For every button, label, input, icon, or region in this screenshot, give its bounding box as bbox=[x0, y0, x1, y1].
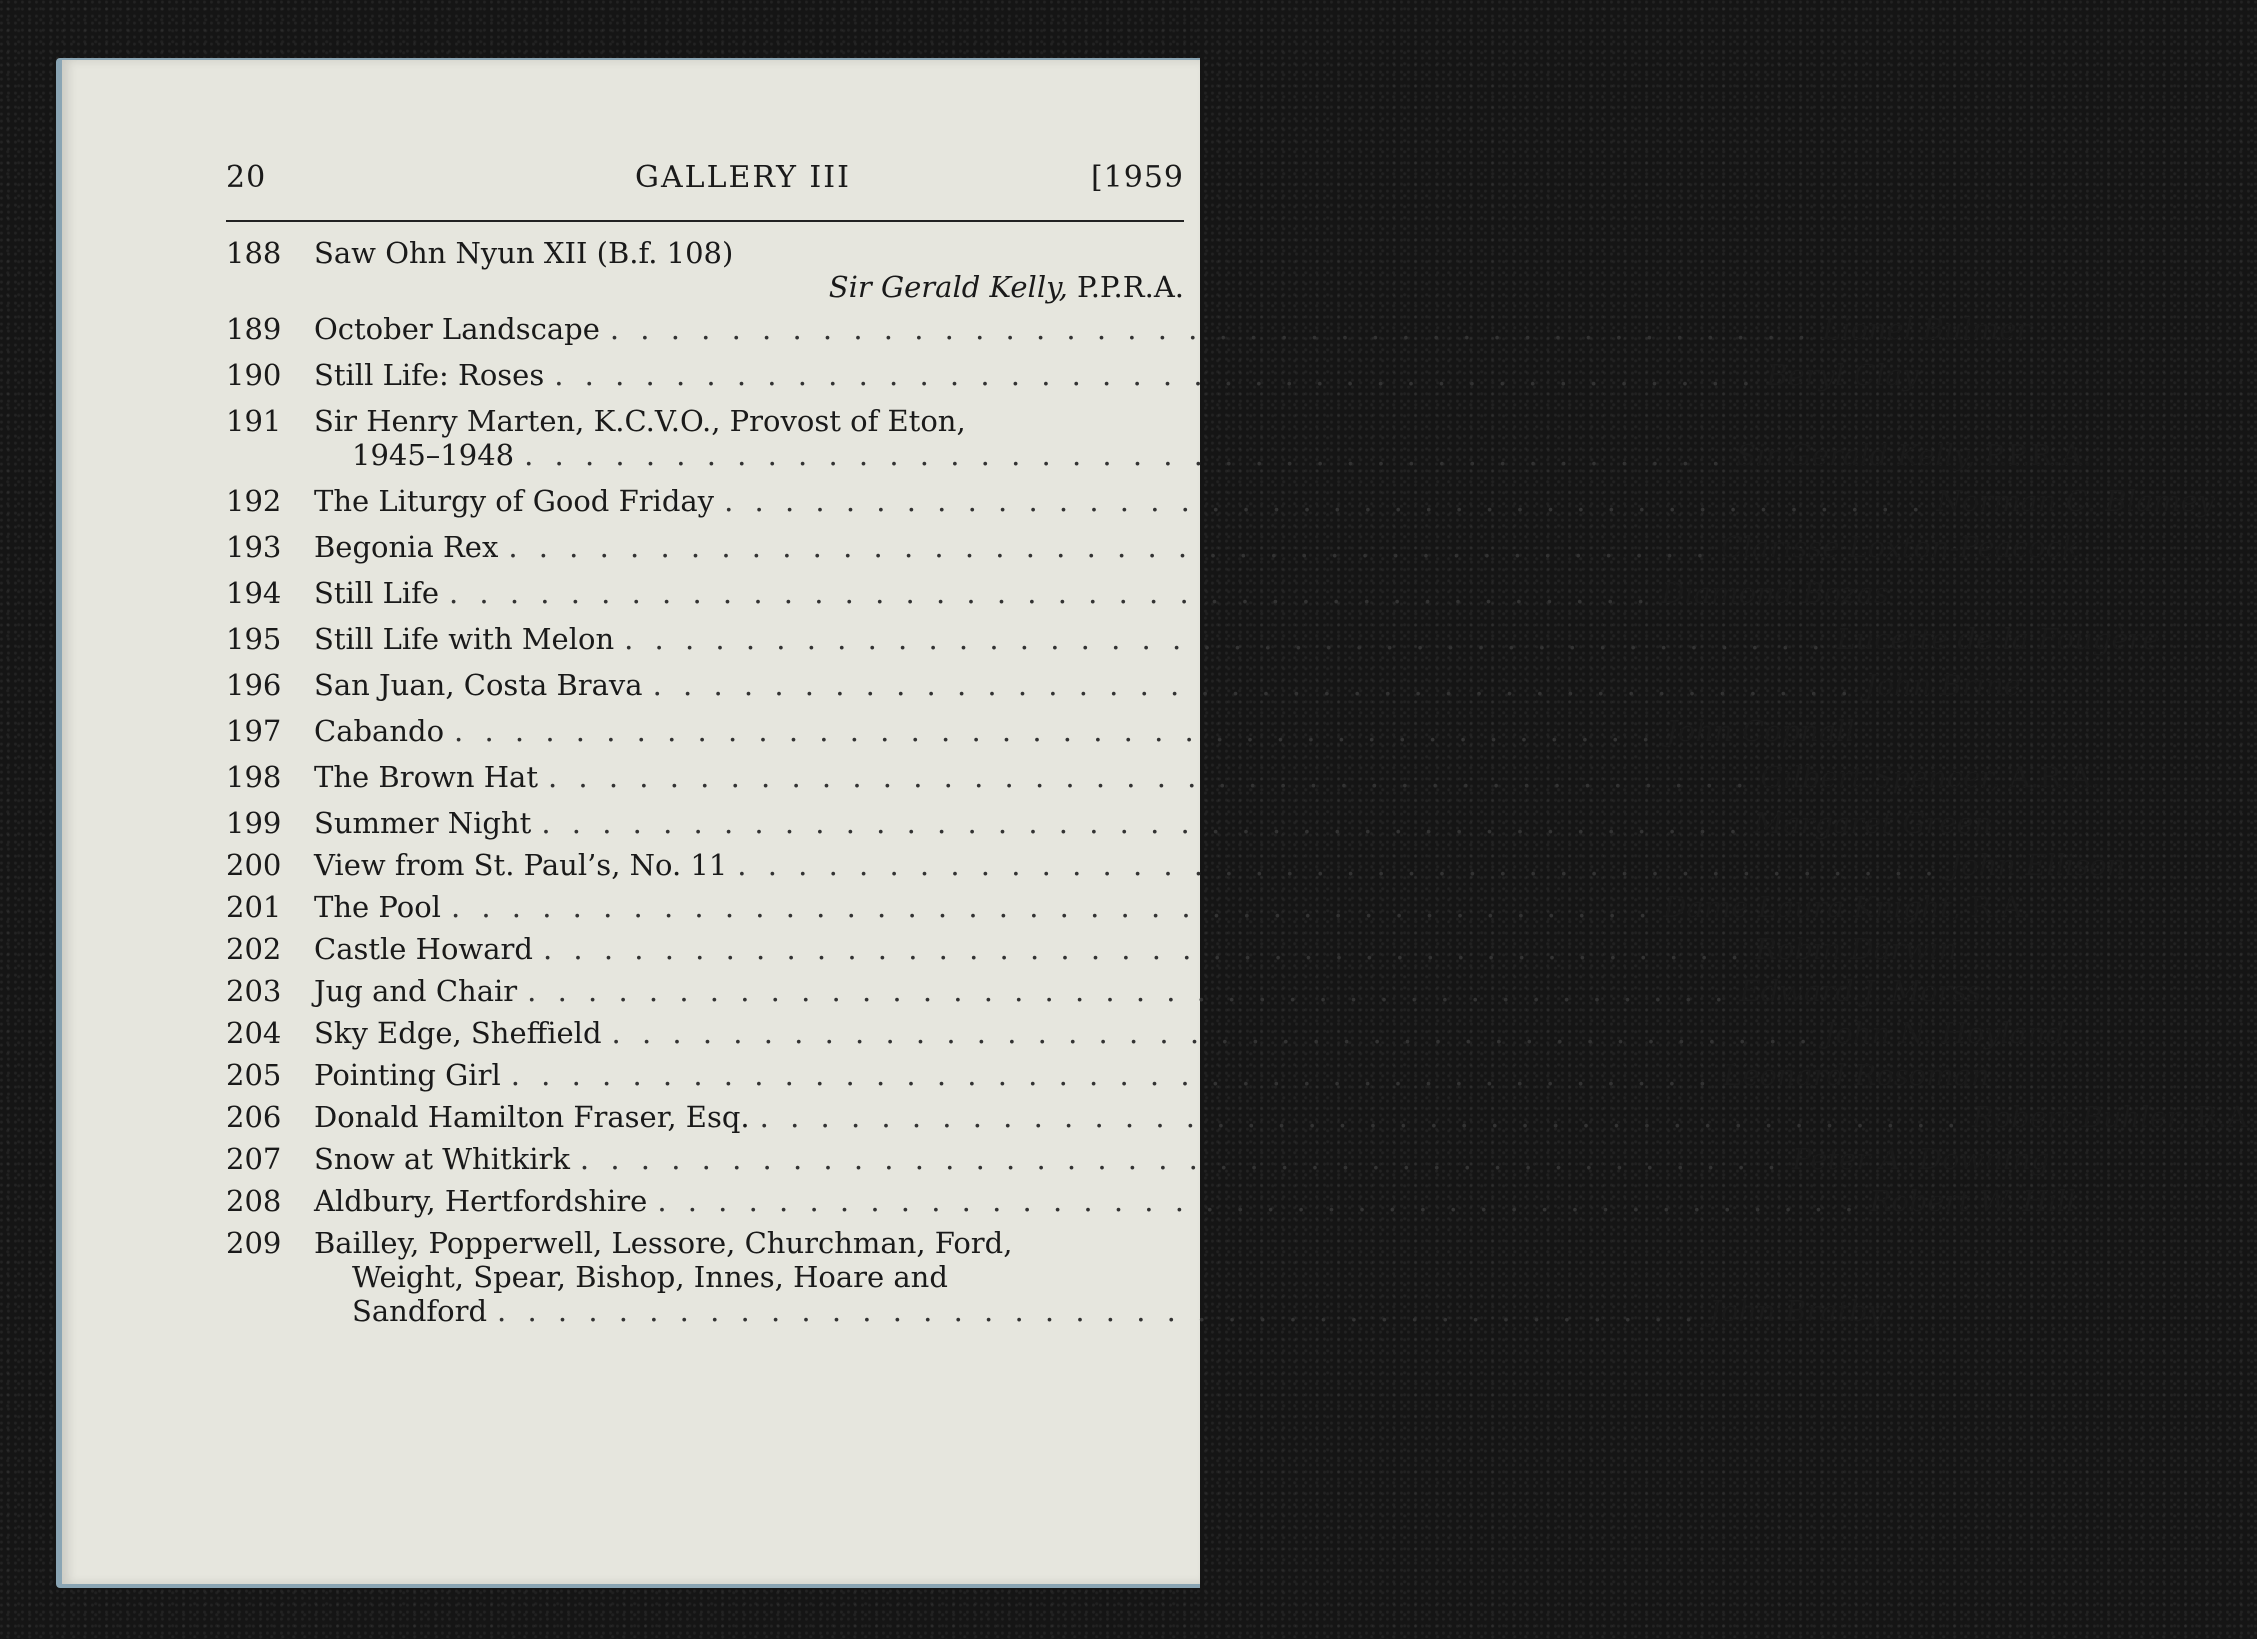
leader-dots: . . . . . . . . . . . . . . . . . . . . . . . . . . . . . . . . . . . . . . . . bbox=[497, 1294, 1700, 1328]
entry-artist bbox=[1709, 1294, 1884, 1328]
artist-name: Lucette de la Fougère bbox=[1836, 622, 2160, 656]
entry-artist bbox=[1760, 760, 2100, 794]
catalogue-entry bbox=[226, 1016, 2065, 1050]
leader-dots: . . . . . . . . . . . . . . . . . . . . . . . . . . . . . . . . . . . . . . . . bbox=[450, 890, 1654, 924]
entry-number: 204 bbox=[226, 1016, 282, 1050]
artist-name: John Ellison bbox=[1949, 848, 2126, 882]
catalogue-entry bbox=[226, 668, 2021, 702]
entry-number: 195 bbox=[226, 622, 282, 656]
catalogue-page bbox=[62, 60, 2257, 1584]
artist-name: Leonard Rosoman bbox=[1722, 1058, 1990, 1092]
entry-title: Cabando bbox=[314, 714, 445, 748]
entry-title: Still Life: Roses bbox=[314, 358, 545, 392]
catalogue-entry bbox=[226, 974, 1982, 1008]
page-year: [1959 bbox=[1090, 160, 1184, 195]
entry-title: Still Life with Melon bbox=[314, 622, 615, 656]
entry-title: Aldbury, Hertfordshire bbox=[314, 1184, 648, 1218]
entry-artist bbox=[1661, 576, 1888, 610]
catalogue-entry bbox=[226, 1226, 1885, 1328]
header-rule bbox=[226, 220, 1184, 222]
entry-title: 1945–1948 bbox=[352, 438, 515, 472]
artist-name: John N. Hoyland bbox=[1823, 1016, 2065, 1050]
entry-artist bbox=[1736, 438, 2091, 472]
artist-name: Clarisse Loxton-Peacock bbox=[1720, 530, 2080, 564]
entry-artist bbox=[829, 270, 1184, 304]
entry-title: Jug and Chair bbox=[314, 974, 518, 1008]
entry-artist bbox=[1663, 890, 2031, 924]
entry-artist bbox=[1739, 974, 1981, 1008]
catalogue-entry bbox=[226, 484, 2215, 518]
entry-artist bbox=[1792, 1142, 2049, 1176]
artist-honours: R.A. bbox=[1960, 890, 2032, 924]
catalogue-entry bbox=[226, 530, 2080, 564]
leader-dots: . . . . . . . . . . . . . . . . . . . . . . . . . . . . . . . . . . . . . . . . bbox=[527, 974, 1730, 1008]
catalogue-entry bbox=[226, 1058, 1990, 1092]
leader-dots: . . . . . . . . . . . . . . . . . . . . . . . . . . . . . . . . . . . . . . . . bbox=[548, 760, 1751, 794]
leader-dots: . . . . . . . . . . . . . . . . . . . . . . . . . . . . . . . . . . . . . . . . bbox=[624, 622, 1827, 656]
artist-name: John Brine bbox=[1864, 668, 2021, 702]
entry-title: Still Life bbox=[314, 576, 439, 610]
entry-number: 200 bbox=[226, 848, 282, 882]
artist-name: John Bratby bbox=[1709, 1294, 1885, 1328]
catalogue-entry bbox=[226, 714, 1855, 748]
leader-dots: . . . . . . . . . . . . . . . . . . . . . . . . . . . . . . . . . . . . . . . . bbox=[449, 576, 1652, 610]
entry-number: 190 bbox=[226, 358, 282, 392]
entry-artist bbox=[1972, 1100, 2257, 1134]
entry-number: 191 bbox=[226, 404, 282, 438]
artist-name: Diamond Bozas bbox=[1661, 576, 1889, 610]
artist-honours: R.A. bbox=[2186, 1100, 2257, 1134]
entry-artist bbox=[1936, 484, 2214, 518]
entry-title: Begonia Rex bbox=[314, 530, 499, 564]
entry-number: 199 bbox=[226, 806, 282, 840]
entry-title: The Brown Hat bbox=[314, 760, 538, 794]
leader-dots: . . . . . . . . . . . . . . . . . . . . . . . . . . . . . . . . . . . . . . . . bbox=[657, 1184, 1860, 1218]
leader-dots: . . . . . . . . . . . . . . . . . . . . . . . . . . . . . . . . . . . . . . . . bbox=[609, 312, 1813, 346]
artist-name: Norman C. Blamey bbox=[1936, 484, 2215, 518]
leader-dots: . . . . . . . . . . . . . . . . . . . . . . . . . . . . . . . . . . . . . . . . bbox=[554, 358, 1757, 392]
artist-name: Margaret Green bbox=[1753, 806, 1993, 840]
entry-number: 201 bbox=[226, 890, 282, 924]
leader-dots: . . . . . . . . . . . . . . . . . . . . . . . . . . . . . . . . . . . . . . . . bbox=[724, 484, 1927, 518]
artist-name: Peter A. Downing bbox=[1792, 1142, 2050, 1176]
entry-number: 206 bbox=[226, 1100, 282, 1134]
entry-number: 192 bbox=[226, 484, 282, 518]
entry-artist bbox=[1755, 932, 1957, 966]
catalogue-entry bbox=[226, 848, 2126, 882]
artist-name: Robin Darwin bbox=[1755, 932, 1958, 966]
catalogue-entry bbox=[226, 890, 2032, 924]
entry-number: 205 bbox=[226, 1058, 282, 1092]
artist-name: John Copnall bbox=[1666, 714, 1855, 748]
entry-number: 202 bbox=[226, 932, 282, 966]
catalogue-entry bbox=[226, 236, 1184, 304]
entry-number: 193 bbox=[226, 530, 282, 564]
artist-honours: A.R.A. bbox=[2000, 760, 2101, 794]
catalogue-entry bbox=[226, 576, 1889, 610]
entry-artist bbox=[1950, 848, 2126, 882]
artist-honours: P.P.R.A. bbox=[1067, 270, 1184, 304]
entry-title: Snow at Whitkirk bbox=[314, 1142, 570, 1176]
leader-dots: . . . . . . . . . . . . . . . . . . . . . . . . . . . . . . . . . . . . . . . . bbox=[737, 848, 1940, 882]
entry-title: Bailley, Popperwell, Lessore, Churchman, Ford, bbox=[314, 1226, 1013, 1260]
entry-artist bbox=[1721, 530, 2080, 564]
catalogue-entry bbox=[226, 932, 1958, 966]
leader-dots: . . . . . . . . . . . . . . . . . . . . . . . . . . . . . . . . . . . . . . . . bbox=[454, 714, 1657, 748]
catalogue-entry bbox=[226, 1184, 2076, 1218]
entry-title: Saw Ohn Nyun XII (B.f. 108) bbox=[314, 236, 734, 270]
artist-name: Lionel Bulmer bbox=[1822, 312, 2031, 346]
entry-title: Donald Hamilton Fraser, Esq. bbox=[314, 1100, 750, 1134]
entry-title: The Pool bbox=[314, 890, 441, 924]
leader-dots: . . . . . . . . . . . . . . . . . . . . . . . . . . . . . . . . . . . . . . . . bbox=[524, 438, 1727, 472]
leader-dots: . . . . . . . . . . . . . . . . . . . . . . . . . . . . . . . . . . . . . . . . bbox=[510, 1058, 1713, 1092]
entry-artist bbox=[1865, 668, 2021, 702]
entry-number: 207 bbox=[226, 1142, 282, 1176]
entry-artist bbox=[1870, 1184, 2076, 1218]
artist-name: Beryl Clay bbox=[1766, 358, 1919, 392]
leader-dots: . . . . . . . . . . . . . . . . . . . . . . . . . . . . . . . . . . . . . . . . bbox=[541, 806, 1744, 840]
leader-dots: . . . . . . . . . . . . . . . . . . . . . . . . . . . . . . . . . . . . . . . . bbox=[759, 1100, 1962, 1134]
catalogue-entry bbox=[226, 760, 2101, 794]
leader-dots: . . . . . . . . . . . . . . . . . . . . . . . . . . . . . . . . . . . . . . . . bbox=[611, 1016, 1814, 1050]
entry-artist bbox=[1723, 1058, 1990, 1092]
leader-dots: . . . . . . . . . . . . . . . . . . . . . . . . . . . . . . . . . . . . . . . . bbox=[579, 1142, 1783, 1176]
entry-title: Castle Howard bbox=[314, 932, 533, 966]
entry-title: Sir Henry Marten, K.C.V.O., Provost of Eton, bbox=[314, 404, 966, 438]
entry-title: Sandford bbox=[352, 1294, 488, 1328]
entry-artist bbox=[1666, 714, 1854, 748]
entry-title: San Juan, Costa Brava bbox=[314, 668, 643, 702]
catalogue-entry bbox=[226, 622, 2160, 656]
entry-artist bbox=[1766, 358, 1918, 392]
artist-name: Edward J. Morss bbox=[1739, 974, 1982, 1008]
entry-number: 209 bbox=[226, 1226, 282, 1260]
entry-artist bbox=[1754, 806, 1993, 840]
catalogue-entry bbox=[226, 806, 1993, 840]
catalogue-entry bbox=[226, 312, 2031, 346]
entry-number: 208 bbox=[226, 1184, 282, 1218]
entry-number: 188 bbox=[226, 236, 282, 270]
entry-number: 189 bbox=[226, 312, 282, 346]
leader-dots: . . . . . . . . . . . . . . . . . . . . . . . . . . . . . . . . . . . . . . . . bbox=[542, 932, 1746, 966]
entry-number: 198 bbox=[226, 760, 282, 794]
entry-artist bbox=[1836, 622, 2159, 656]
artist-name: Robert Buhler, bbox=[1971, 1100, 2187, 1134]
entry-title: The Liturgy of Good Friday bbox=[314, 484, 715, 518]
entry-number: 197 bbox=[226, 714, 282, 748]
entry-title: View from St. Paul’s, No. 11 bbox=[314, 848, 728, 882]
entry-title: Sky Edge, Sheffield bbox=[314, 1016, 602, 1050]
entry-number: 196 bbox=[226, 668, 282, 702]
artist-name: Dame Laura Knight, bbox=[1663, 890, 1961, 924]
entry-list bbox=[226, 228, 2257, 1328]
artist-honours: P.P.R.A. bbox=[1975, 438, 2092, 472]
artist-name: Sir Gerald Kelly, bbox=[828, 270, 1068, 304]
artist-name: Gilbert Spencer, bbox=[1760, 760, 2000, 794]
entry-title: October Landscape bbox=[314, 312, 600, 346]
entry-title: Pointing Girl bbox=[314, 1058, 501, 1092]
entry-artist bbox=[1822, 312, 2030, 346]
entry-number: 194 bbox=[226, 576, 282, 610]
entry-number: 203 bbox=[226, 974, 282, 1008]
catalogue-entry bbox=[226, 404, 2092, 472]
catalogue-entry bbox=[226, 1142, 2050, 1176]
page-title: GALLERY III bbox=[635, 160, 851, 195]
catalogue-entry bbox=[226, 358, 1919, 392]
leader-dots: . . . . . . . . . . . . . . . . . . . . . . . . . . . . . . . . . . . . . . . . bbox=[652, 668, 1855, 702]
entry-title: Weight, Spear, Bishop, Innes, Hoare and bbox=[352, 1260, 948, 1294]
page-number: 20 bbox=[226, 160, 267, 195]
artist-name: Robert W. Hill bbox=[1869, 1184, 2076, 1218]
entry-title: Summer Night bbox=[314, 806, 532, 840]
page-header bbox=[226, 160, 1200, 210]
artist-name: Sir Gerald Kelly, bbox=[1736, 438, 1976, 472]
catalogue-entry bbox=[226, 1100, 2257, 1134]
entry-artist bbox=[1824, 1016, 2065, 1050]
leader-dots: . . . . . . . . . . . . . . . . . . . . . . . . . . . . . . . . . . . . . . . . bbox=[508, 530, 1711, 564]
